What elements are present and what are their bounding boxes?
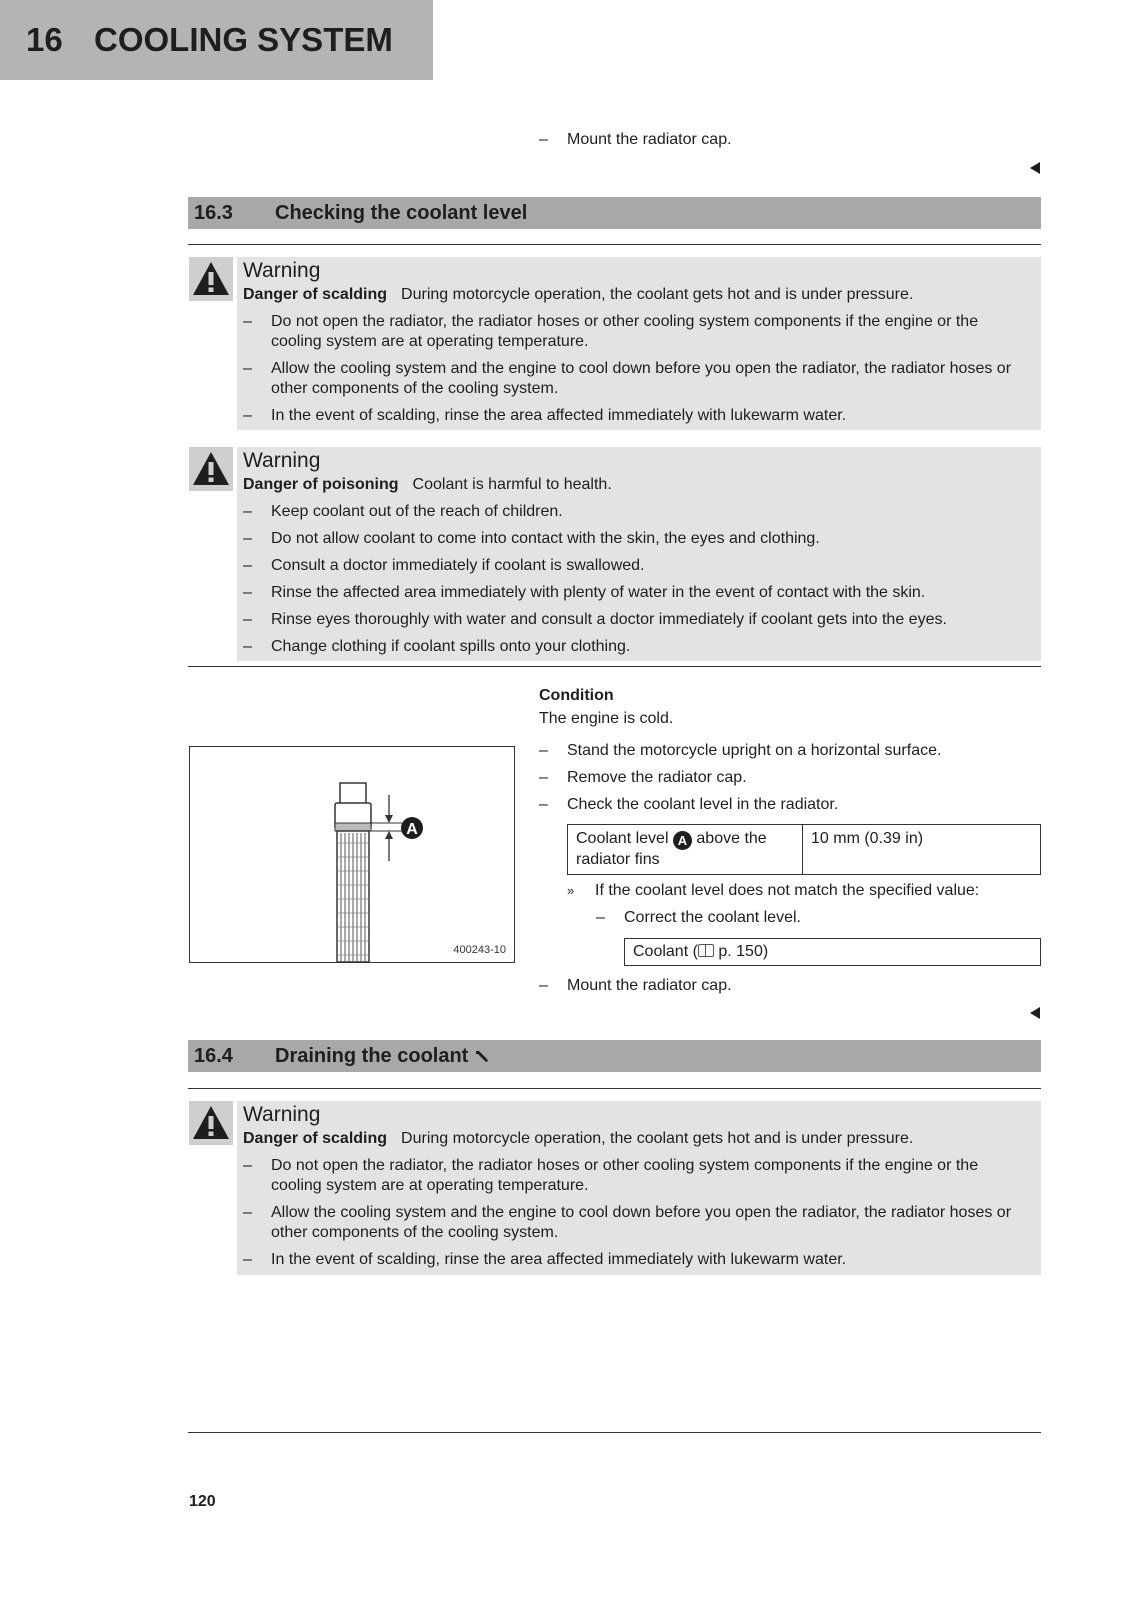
page-number: 120 <box>189 1493 216 1510</box>
warning-lead: Danger of poisoning Coolant is harmful to health. <box>243 476 612 493</box>
check-result: » If the coolant level does not match the specified value: <box>567 882 980 899</box>
step-item: – Check the coolant level in the radiator. <box>539 796 839 813</box>
spec-value-cell: 10 mm (0.39 in) <box>803 825 1041 875</box>
chapter-header <box>0 0 433 80</box>
end-of-section-icon <box>1030 162 1040 174</box>
section-title: Checking the coolant level <box>275 201 528 224</box>
radiator-figure <box>189 746 515 963</box>
book-icon <box>698 944 714 957</box>
figure-code: 400243-10 <box>453 944 506 956</box>
warning-triangle-icon <box>189 257 233 301</box>
divider <box>188 666 1041 667</box>
step-item: – Remove the radiator cap. <box>539 769 747 786</box>
list-item: – In the event of scalding, rinse the area affected immediately with lukewarm water. <box>243 1251 847 1268</box>
list-item: – Do not open the radiator, the radiator hoses or other cooling system components if the engine or the cooling system are at operating temperature. <box>243 313 979 350</box>
list-item: – Allow the cooling system and the engine to cool down before you open the radiator, the radiator hoses or other components of the cooling system. <box>243 360 1012 397</box>
warning-box-scalding-drain <box>237 1101 1041 1275</box>
condition-text: The engine is cold. <box>539 710 674 727</box>
section-title: Draining the coolant <box>275 1044 469 1067</box>
list-item: – In the event of scalding, rinse the area affected immediately with lukewarm water. <box>243 407 847 424</box>
coolant-reference[interactable]: Coolant ( p. 150) <box>624 938 1041 966</box>
list-item: – Consult a doctor immediately if coolant is swallowed. <box>243 557 645 574</box>
list-item: – Rinse the affected area immediately with plenty of water in the event of contact with the skin. <box>243 584 926 601</box>
chapter-number: 16 <box>26 21 63 58</box>
section-number: 16.4 <box>194 1044 233 1067</box>
list-item: – Change clothing if coolant spills onto your clothing. <box>243 638 631 655</box>
warning-box-scalding <box>237 257 1041 430</box>
radiator-illustration <box>190 747 514 962</box>
end-of-section-icon <box>1030 1007 1040 1019</box>
step-item: – Stand the motorcycle upright on a horizontal surface. <box>539 742 942 759</box>
spec-label-cell: Coolant level A above the radiator fins <box>568 825 803 875</box>
final-step: – Mount the radiator cap. <box>539 977 732 994</box>
section-heading-16-3 <box>188 197 1041 229</box>
check-action: – Correct the coolant level. <box>596 909 801 926</box>
spec-table <box>567 824 1041 875</box>
warning-title: Warning <box>243 1103 321 1126</box>
warning-lead: Danger of scalding During motorcycle operation, the coolant gets hot and is under pressure. <box>243 286 914 303</box>
list-item: – Allow the cooling system and the engine to cool down before you open the radiator, the radiator hoses or other components of the cooling system. <box>243 1204 1012 1241</box>
list-item: – Do not allow coolant to come into contact with the skin, the eyes and clothing. <box>243 530 820 547</box>
condition-label: Condition <box>539 687 614 704</box>
divider <box>188 1088 1041 1089</box>
warning-title: Warning <box>243 449 321 472</box>
wrench-icon <box>474 1048 490 1064</box>
chapter-title: COOLING SYSTEM <box>94 21 393 58</box>
section-number: 16.3 <box>194 201 233 224</box>
warning-triangle-icon <box>189 447 233 491</box>
warning-box-poisoning <box>237 447 1041 661</box>
warning-lead: Danger of scalding During motorcycle operation, the coolant gets hot and is under pressure. <box>243 1130 914 1147</box>
list-item: – Do not open the radiator, the radiator hoses or other cooling system components if the engine or the cooling system are at operating temperature. <box>243 1157 979 1194</box>
top-step-text: Mount the radiator cap. <box>567 131 732 148</box>
warning-title: Warning <box>243 259 321 282</box>
divider <box>188 244 1041 245</box>
warning-triangle-icon <box>189 1101 233 1145</box>
footer-divider <box>188 1432 1041 1433</box>
section-heading-16-4 <box>188 1040 1041 1072</box>
list-item: – Rinse eyes thoroughly with water and consult a doctor immediately if coolant gets into the eyes. <box>243 611 947 628</box>
list-item: – Keep coolant out of the reach of children. <box>243 503 563 520</box>
figure-marker-a: A <box>406 821 418 838</box>
marker-a-icon: A <box>673 831 692 850</box>
top-step: – Mount the radiator cap. <box>539 131 732 148</box>
